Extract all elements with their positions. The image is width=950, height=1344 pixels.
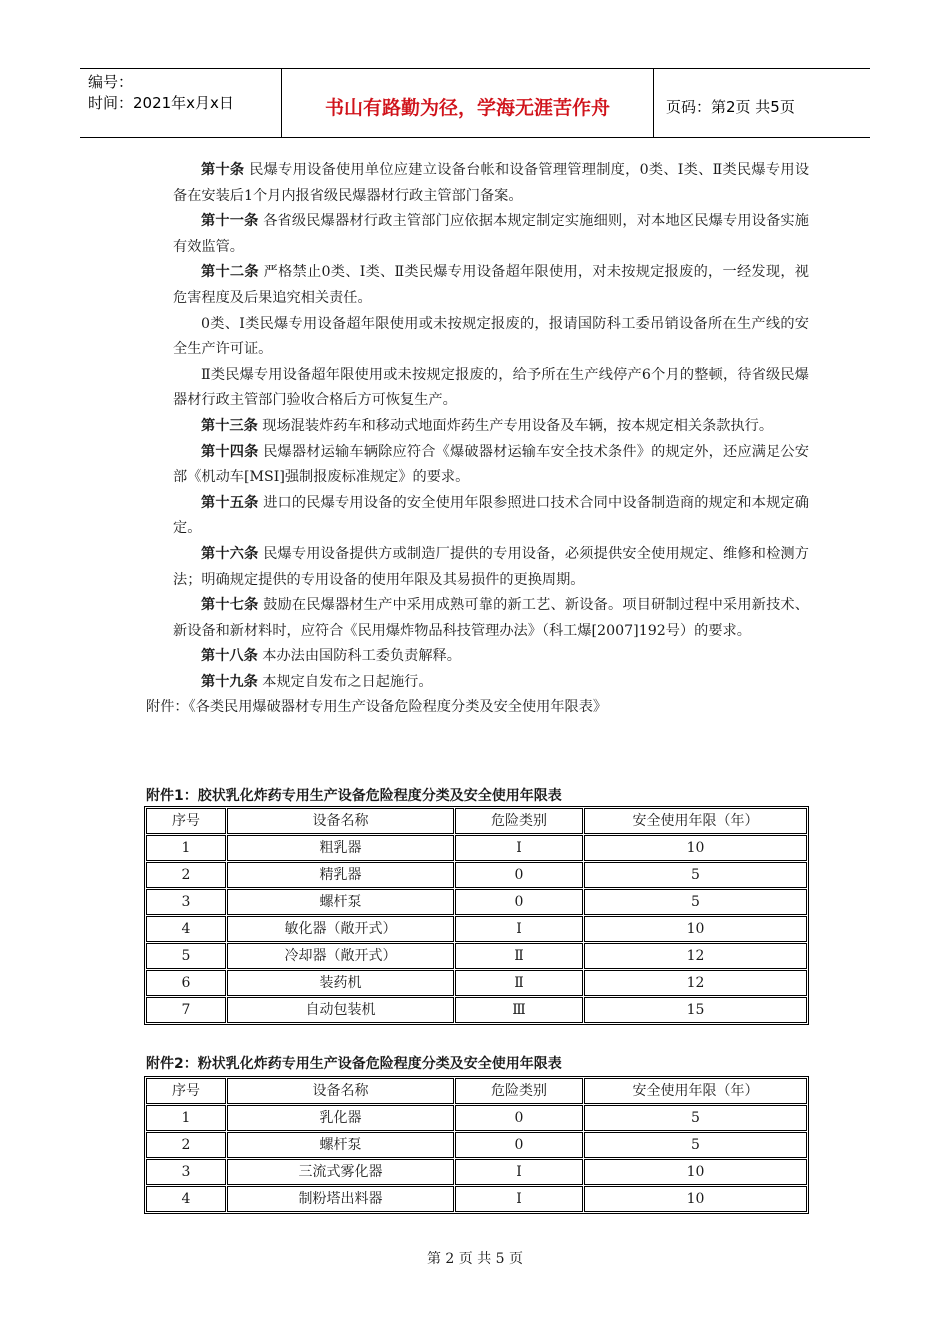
- table-header-cell: 序号: [146, 1078, 226, 1104]
- document-date-label: 时间：2021年x月x日: [88, 94, 234, 112]
- table-cell: 3: [146, 889, 226, 915]
- table-cell: 2: [146, 1132, 226, 1158]
- table-cell: 0: [455, 1105, 583, 1131]
- article-paragraph: [173, 670, 809, 696]
- table-cell: Ⅱ: [455, 943, 583, 969]
- table-row: [146, 1132, 807, 1158]
- table-cell: 10: [584, 1159, 807, 1185]
- article-title: 第十八条: [201, 648, 258, 665]
- table-row: [146, 1186, 807, 1212]
- article-text: Ⅱ类民爆专用设备超年限使用或未按规定报废的，给予所在生产线停产6个月的整顿，待省级民爆器材行政主管部门验收合格后方可恢复生产。: [173, 366, 809, 409]
- article-paragraph: [173, 209, 809, 260]
- table-row: [146, 862, 807, 888]
- article-title: 第十五条: [201, 494, 259, 511]
- table-cell: 螺杆泵: [227, 1132, 454, 1158]
- article-text: 民爆器材运输车辆除应符合《爆破器材运输车安全技术条件》的规定外，还应满足公安部《机动车[MSI]强制报废标准规定》的要求。: [173, 443, 809, 486]
- article-text: 鼓励在民爆器材生产中采用成熟可靠的新工艺、新设备。项目研制过程中采用新技术、新设备和新材料时，应符合《民用爆炸物品科技管理办法》（科工爆[2007]192号）的要求。: [173, 597, 809, 639]
- article-paragraph: [173, 414, 809, 440]
- article-title: 第十一条: [201, 213, 259, 230]
- article-text: 本规定自发布之日起施行。: [262, 673, 433, 690]
- document-body: [146, 158, 810, 721]
- table-header-row: [146, 808, 807, 834]
- table-cell: 4: [146, 916, 226, 942]
- article-title: 第十条: [201, 162, 245, 178]
- table-cell: 5: [584, 862, 807, 888]
- table-row: [146, 970, 807, 996]
- table-cell: 10: [584, 835, 807, 861]
- table-cell: 乳化器: [227, 1105, 454, 1131]
- page-footer: 第 2 页 共 5 页: [426, 1251, 524, 1267]
- table-row: [146, 943, 807, 969]
- table-header-cell: 危险类别: [455, 1078, 583, 1104]
- article-title: 第十四条: [201, 443, 259, 460]
- table-cell: 1: [146, 1105, 226, 1131]
- table-row: [146, 889, 807, 915]
- article-paragraph: [173, 593, 809, 644]
- table-cell: 12: [584, 970, 807, 996]
- table-header-cell: 安全使用年限（年）: [584, 1078, 807, 1104]
- table-cell: 2: [146, 862, 226, 888]
- table-cell: 1: [146, 835, 226, 861]
- document-number-label: 编号：: [88, 73, 134, 91]
- table-cell: 敏化器（敞开式）: [227, 916, 454, 942]
- table-cell: Ⅰ: [455, 916, 583, 942]
- table-cell: 冷却器（敞开式）: [227, 943, 454, 969]
- article-paragraph: [173, 158, 809, 209]
- table-cell: Ⅰ: [455, 1159, 583, 1185]
- article-title: 第十三条: [201, 417, 258, 434]
- page-header: [80, 68, 870, 138]
- article-paragraph: [173, 644, 809, 670]
- table-cell: 0: [455, 1132, 583, 1158]
- table1-caption: 附件1：胶状乳化炸药专用生产设备危险程度分类及安全使用年限表: [146, 788, 562, 804]
- table-cell: 制粉塔出料器: [227, 1186, 454, 1212]
- table-cell: 4: [146, 1186, 226, 1212]
- table-cell: 15: [584, 997, 807, 1023]
- article-paragraph: [173, 363, 809, 414]
- table-cell: 5: [584, 1132, 807, 1158]
- table-row: [146, 1105, 807, 1131]
- table-cell: 10: [584, 1186, 807, 1212]
- article-paragraph: [173, 260, 809, 311]
- article-text: 民爆专用设备提供方或制造厂提供的专用设备，必须提供安全使用规定、维修和检测方法；明确规定提供的专用设备的使用年限及其易损件的更换周期。: [173, 545, 809, 588]
- table-cell: 0: [455, 889, 583, 915]
- article-text: 现场混装炸药车和移动式地面炸药生产专用设备及车辆，按本规定相关条款执行。: [262, 417, 774, 434]
- table-header-cell: 设备名称: [227, 808, 454, 834]
- table-cell: 3: [146, 1159, 226, 1185]
- table-cell: 12: [584, 943, 807, 969]
- table-cell: 三流式雾化器: [227, 1159, 454, 1185]
- header-meta: [80, 69, 282, 137]
- article-title: 第十六条: [201, 545, 259, 562]
- attachment-note: 附件：《各类民用爆破器材专用生产设备危险程度分类及安全使用年限表》: [146, 699, 608, 716]
- table-cell: Ⅱ: [455, 970, 583, 996]
- table-cell: 0: [455, 862, 583, 888]
- article-text: 本办法由国防科工委负责解释。: [262, 648, 461, 665]
- table-header-cell: 序号: [146, 808, 226, 834]
- table2-caption: 附件2：粉状乳化炸药专用生产设备危险程度分类及安全使用年限表: [146, 1056, 562, 1072]
- article-text: 民爆专用设备使用单位应建立设备台帐和设备管理管理制度，0类、Ⅰ类、Ⅱ类民爆专用设备在安装后1个月内报省级民爆器材行政主管部门备案。: [173, 162, 810, 204]
- table-cell: 5: [146, 943, 226, 969]
- table-row: [146, 997, 807, 1023]
- table2: [144, 1076, 809, 1214]
- table-header-row: [146, 1078, 807, 1104]
- table-row: [146, 835, 807, 861]
- article-text: 进口的民爆专用设备的安全使用年限参照进口技术合同中设备制造商的规定和本规定确定。: [173, 494, 809, 537]
- table-cell: 7: [146, 997, 226, 1023]
- table-header-cell: 危险类别: [455, 808, 583, 834]
- article-paragraph: [173, 491, 809, 542]
- table-cell: 装药机: [227, 970, 454, 996]
- table-cell: 精乳器: [227, 862, 454, 888]
- table-cell: 5: [584, 889, 807, 915]
- article-title: 第十九条: [201, 673, 258, 690]
- table-row: [146, 1159, 807, 1185]
- table-header-cell: 设备名称: [227, 1078, 454, 1104]
- table-cell: 6: [146, 970, 226, 996]
- header-motto: 书山有路勤为径，学海无涯苦作舟: [282, 69, 654, 137]
- article-paragraph: [173, 542, 809, 593]
- article-text: 0类、Ⅰ类民爆专用设备超年限使用或未按规定报废的，报请国防科工委吊销设备所在生产线的安全生产许可证。: [173, 315, 809, 358]
- article-paragraph: [173, 312, 809, 363]
- table-cell: Ⅲ: [455, 997, 583, 1023]
- table-header-cell: 安全使用年限（年）: [584, 808, 807, 834]
- article-paragraph: [173, 440, 809, 491]
- article-title: 第十二条: [201, 264, 259, 281]
- table-cell: 粗乳器: [227, 835, 454, 861]
- header-page-code: 页码：第2页 共5页: [666, 97, 795, 116]
- table-cell: 自动包装机: [227, 997, 454, 1023]
- article-text: 各省级民爆器材行政主管部门应依据本规定制定实施细则，对本地区民爆专用设备实施有效监管。: [173, 213, 809, 255]
- article-title: 第十七条: [201, 597, 259, 614]
- table-cell: 5: [584, 1105, 807, 1131]
- table-row: [146, 916, 807, 942]
- table-cell: Ⅰ: [455, 1186, 583, 1212]
- table1: [144, 806, 809, 1025]
- table-cell: 10: [584, 916, 807, 942]
- table-cell: Ⅰ: [455, 835, 583, 861]
- article-text: 严格禁止0类、Ⅰ类、Ⅱ类民爆专用设备超年限使用，对未按规定报废的，一经发现，视危害程度及后果追究相关责任。: [173, 264, 809, 306]
- table-cell: 螺杆泵: [227, 889, 454, 915]
